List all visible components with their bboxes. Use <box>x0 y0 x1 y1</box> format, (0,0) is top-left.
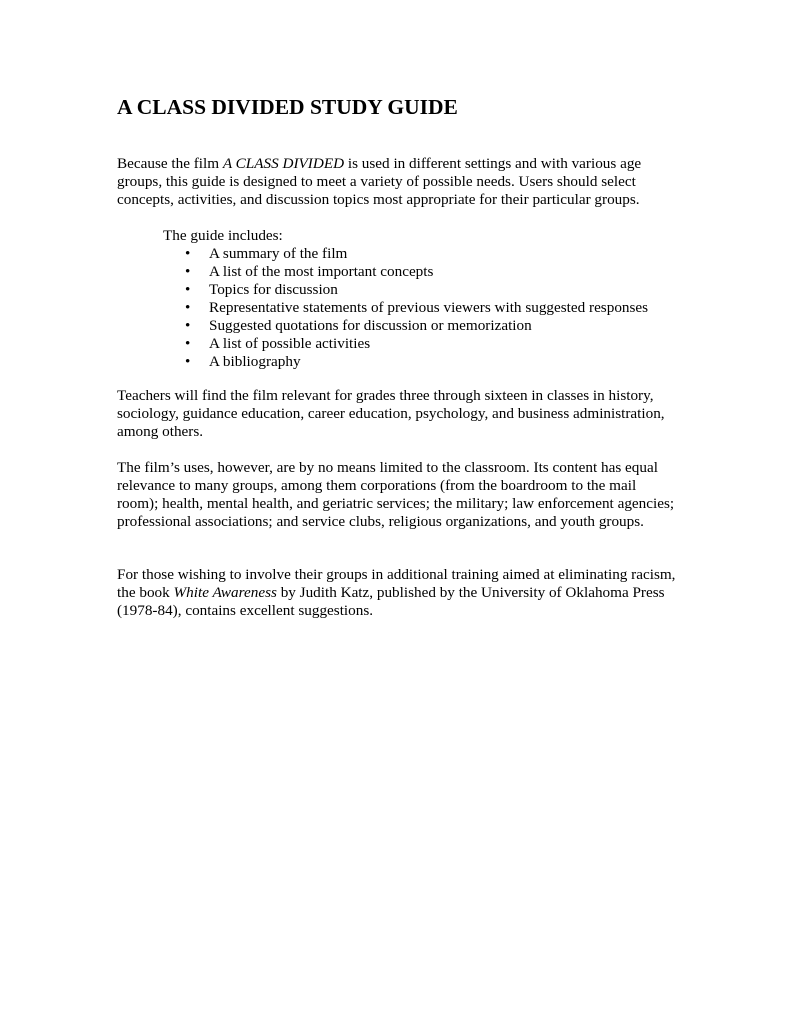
intro-text-before: Because the film <box>117 155 223 172</box>
bullet-icon: • <box>185 263 191 280</box>
list-item-text: A summary of the film <box>209 245 348 262</box>
list-item <box>185 317 648 335</box>
list-item-text: Topics for discussion <box>209 281 338 298</box>
list-item <box>185 245 648 263</box>
training-paragraph <box>117 566 677 620</box>
list-item-text: A list of possible activities <box>209 335 371 352</box>
teachers-paragraph: Teachers will find the film relevant for grades three through sixteen in classes in history, sociology, guidance education, career education, psychology, and business administration, among others. <box>117 387 665 440</box>
bullet-icon: • <box>185 353 191 370</box>
bullet-icon: • <box>185 281 191 298</box>
list-item-text: Representative statements of previous viewers with suggested responses <box>209 299 649 316</box>
document-title: A CLASS DIVIDED STUDY GUIDE <box>117 95 458 119</box>
list-item <box>185 263 648 281</box>
list-item <box>185 281 648 299</box>
bullet-icon: • <box>185 245 191 262</box>
film-title: A CLASS DIVIDED <box>222 155 345 172</box>
list-item <box>185 353 648 371</box>
includes-label: The guide includes: <box>163 227 283 244</box>
list-item-text: Suggested quotations for discussion or memorization <box>209 317 532 334</box>
bullet-icon: • <box>185 335 191 352</box>
bullet-icon: • <box>185 299 191 316</box>
training-text-after: by Judith Katz, published by the University of Oklahoma Press (1978-84), contains excellent suggestions. <box>117 584 665 619</box>
book-title: White Awareness <box>173 584 277 601</box>
uses-paragraph: The film’s uses, however, are by no means limited to the classroom. Its content has equal relevance to many groups, among them corporations (from the boardroom to the mail room); health, mental health, and geriatric services; the military; law enforcement agencies; professional associations; and service clubs, religious organizations, and youth groups. <box>117 459 675 530</box>
intro-paragraph <box>117 155 677 209</box>
list-item <box>185 335 648 353</box>
list-item-text: A bibliography <box>209 353 301 370</box>
list-item-text: A list of the most important concepts <box>209 263 434 280</box>
bullet-icon: • <box>185 317 191 334</box>
includes-list <box>185 245 648 371</box>
training-text-before: For those wishing to involve their groups in additional training aimed at eliminating racism, the book <box>117 566 676 601</box>
list-item <box>185 299 648 317</box>
intro-text-after: is used in different settings and with various age groups, this guide is designed to meet a variety of possible needs. Users should select concepts, activities, and discussion topics most appropriate for their particular groups. <box>117 155 642 208</box>
